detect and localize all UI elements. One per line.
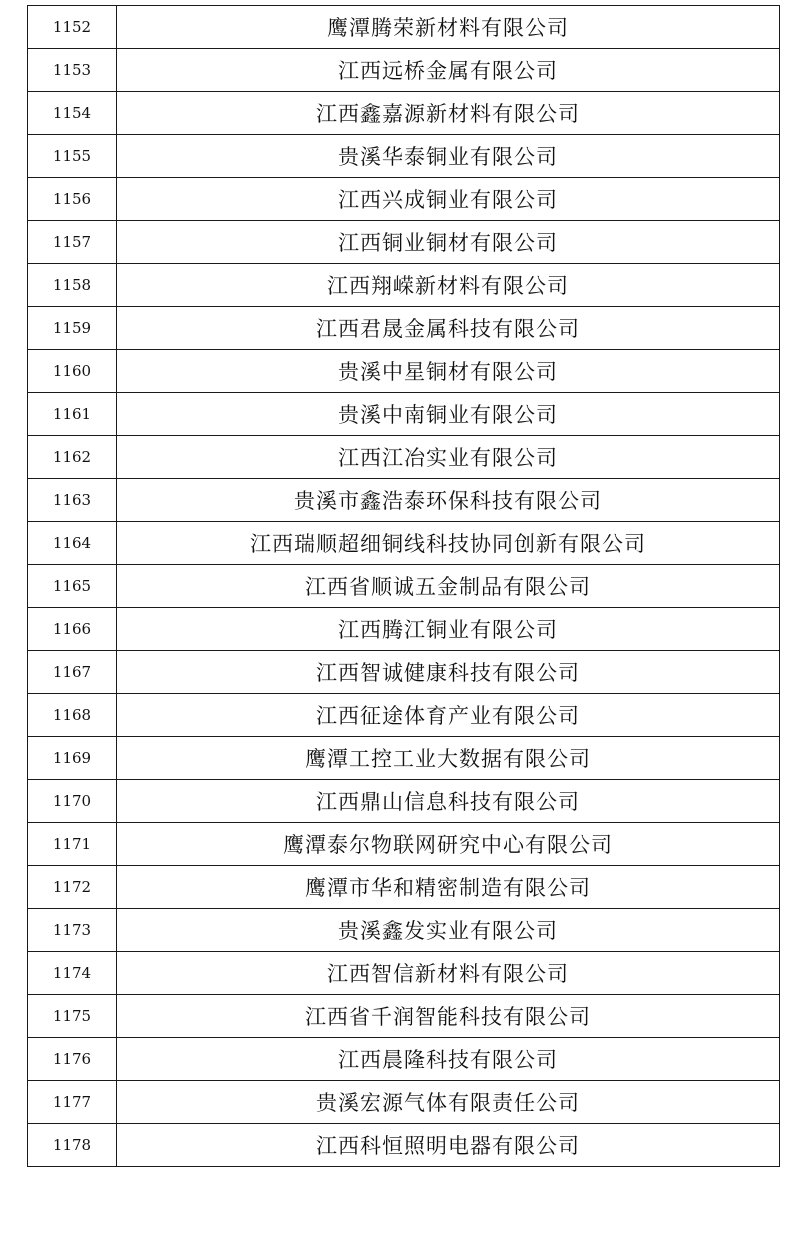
table-row [28, 694, 780, 737]
row-number-cell: 1173 [28, 909, 117, 952]
table-row [28, 92, 780, 135]
row-number-cell: 1172 [28, 866, 117, 909]
company-name-cell: 贵溪宏源气体有限责任公司 [117, 1081, 780, 1124]
company-name-cell: 江西翔嵘新材料有限公司 [117, 264, 780, 307]
table-row [28, 522, 780, 565]
company-name-cell: 江西君晟金属科技有限公司 [117, 307, 780, 350]
table-row [28, 350, 780, 393]
row-number-cell: 1153 [28, 49, 117, 92]
row-number-cell: 1169 [28, 737, 117, 780]
company-name-cell: 鹰潭泰尔物联网研究中心有限公司 [117, 823, 780, 866]
company-name-cell: 江西鼎山信息科技有限公司 [117, 780, 780, 823]
company-name-cell: 鹰潭市华和精密制造有限公司 [117, 866, 780, 909]
company-list-table-container [27, 5, 780, 1167]
row-number-cell: 1174 [28, 952, 117, 995]
company-name-cell: 江西征途体育产业有限公司 [117, 694, 780, 737]
company-name-cell: 江西晨隆科技有限公司 [117, 1038, 780, 1081]
row-number-cell: 1157 [28, 221, 117, 264]
row-number-cell: 1167 [28, 651, 117, 694]
table-row [28, 135, 780, 178]
company-name-cell: 贵溪中星铜材有限公司 [117, 350, 780, 393]
table-row [28, 995, 780, 1038]
row-number-cell: 1165 [28, 565, 117, 608]
row-number-cell: 1171 [28, 823, 117, 866]
row-number-cell: 1156 [28, 178, 117, 221]
table-row [28, 866, 780, 909]
table-row [28, 178, 780, 221]
row-number-cell: 1168 [28, 694, 117, 737]
table-row [28, 49, 780, 92]
table-row [28, 823, 780, 866]
table-row [28, 952, 780, 995]
company-name-cell: 江西鑫嘉源新材料有限公司 [117, 92, 780, 135]
company-name-cell: 江西省千润智能科技有限公司 [117, 995, 780, 1038]
company-name-cell: 江西铜业铜材有限公司 [117, 221, 780, 264]
table-row [28, 1081, 780, 1124]
row-number-cell: 1170 [28, 780, 117, 823]
company-name-cell: 江西瑞顺超细铜线科技协同创新有限公司 [117, 522, 780, 565]
row-number-cell: 1162 [28, 436, 117, 479]
company-name-cell: 江西远桥金属有限公司 [117, 49, 780, 92]
row-number-cell: 1154 [28, 92, 117, 135]
table-row [28, 6, 780, 49]
table-row [28, 780, 780, 823]
company-name-cell: 江西腾江铜业有限公司 [117, 608, 780, 651]
company-name-cell: 江西兴成铜业有限公司 [117, 178, 780, 221]
company-name-cell: 贵溪市鑫浩泰环保科技有限公司 [117, 479, 780, 522]
row-number-cell: 1163 [28, 479, 117, 522]
row-number-cell: 1159 [28, 307, 117, 350]
table-row [28, 909, 780, 952]
row-number-cell: 1166 [28, 608, 117, 651]
row-number-cell: 1175 [28, 995, 117, 1038]
row-number-cell: 1152 [28, 6, 117, 49]
table-row [28, 479, 780, 522]
row-number-cell: 1155 [28, 135, 117, 178]
company-name-cell: 江西省顺诚五金制品有限公司 [117, 565, 780, 608]
company-name-cell: 贵溪中南铜业有限公司 [117, 393, 780, 436]
table-row [28, 651, 780, 694]
table-row [28, 1038, 780, 1081]
row-number-cell: 1177 [28, 1081, 117, 1124]
table-row [28, 436, 780, 479]
company-name-cell: 贵溪华泰铜业有限公司 [117, 135, 780, 178]
row-number-cell: 1160 [28, 350, 117, 393]
row-number-cell: 1164 [28, 522, 117, 565]
table-row [28, 307, 780, 350]
company-name-cell: 江西智诚健康科技有限公司 [117, 651, 780, 694]
row-number-cell: 1158 [28, 264, 117, 307]
company-list-table [27, 5, 780, 1167]
company-name-cell: 江西江冶实业有限公司 [117, 436, 780, 479]
row-number-cell: 1178 [28, 1124, 117, 1167]
row-number-cell: 1176 [28, 1038, 117, 1081]
table-row [28, 565, 780, 608]
company-name-cell: 江西智信新材料有限公司 [117, 952, 780, 995]
table-body [28, 6, 780, 1167]
company-name-cell: 鹰潭工控工业大数据有限公司 [117, 737, 780, 780]
table-row [28, 737, 780, 780]
company-name-cell: 贵溪鑫发实业有限公司 [117, 909, 780, 952]
table-row [28, 264, 780, 307]
table-row [28, 608, 780, 651]
table-row [28, 1124, 780, 1167]
company-name-cell: 江西科恒照明电器有限公司 [117, 1124, 780, 1167]
table-row [28, 393, 780, 436]
company-name-cell: 鹰潭腾荣新材料有限公司 [117, 6, 780, 49]
table-row [28, 221, 780, 264]
row-number-cell: 1161 [28, 393, 117, 436]
